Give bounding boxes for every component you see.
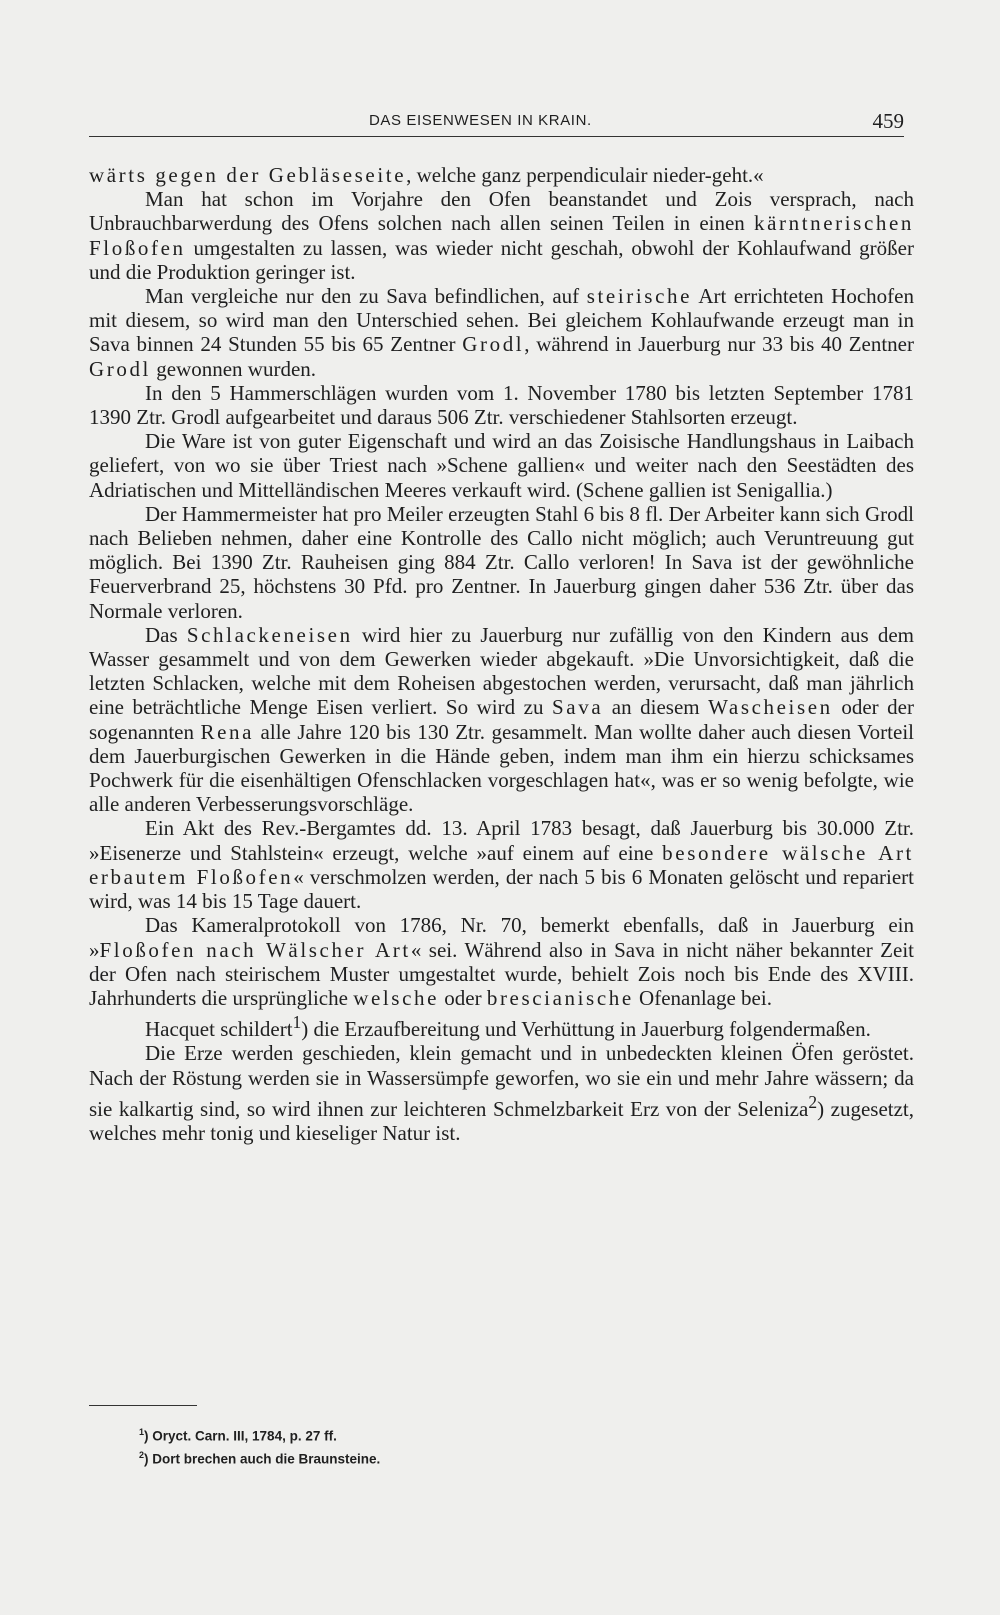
footnote-2 xyxy=(139,1446,739,1469)
spaced-emphasis: Grodl xyxy=(89,356,151,381)
paragraph-7 xyxy=(89,623,914,817)
text-run: Man vergleiche nur den zu Sava befindlichen, auf xyxy=(145,284,587,309)
text-run: Hacquet schildert xyxy=(145,1017,293,1042)
text-run: « sei. Während also in Sava in nicht näher bekannter Zeit der Ofen nach steirischem Muster umgestaltet wurde, behielt Zois noch bis Ende des XVIII. Jahrhunderts die ursprüngliche xyxy=(89,937,915,1010)
text-run: Das Kameralprotokoll von 1786, Nr. 70, bemerkt ebenfalls, daß in Jauerburg ein » xyxy=(89,913,914,962)
text-run: ) die Erzaufbereitung und Verhüttung in Jauerburg folgendermaßen. xyxy=(301,1017,871,1042)
spaced-emphasis: Floßofen nach Wälscher Art xyxy=(99,937,411,962)
spaced-emphasis: besondere wälsche Art erbautem Floßofen xyxy=(89,840,914,889)
footnote-rule xyxy=(89,1405,197,1406)
spaced-emphasis: Wascheisen xyxy=(708,695,833,720)
running-title: DAS EISENWESEN IN KRAIN. xyxy=(369,112,592,129)
text-run: « verschmolzen werden, der nach 5 bis 6 Monaten gelöscht und repariert wird, was 14 bis 15 Tage dauert. xyxy=(89,864,915,914)
footnote-mark: 2 xyxy=(139,1449,145,1460)
paragraph-8 xyxy=(89,816,914,913)
paragraph-3 xyxy=(89,284,914,381)
text-run: Man hat schon im Vorjahre den Ofen beanstandet und Zois versprach, nach Unbrauchbarwerdung des Ofens solchen nach allen seinen Teilen in einen xyxy=(89,187,914,236)
spaced-emphasis: brescianische xyxy=(486,985,634,1010)
spaced-emphasis: Rena xyxy=(200,719,255,744)
paragraph-2 xyxy=(89,187,914,284)
text-run: Ofenanlage bei. xyxy=(633,985,772,1010)
page-header xyxy=(89,109,904,142)
footnote-1 xyxy=(139,1423,739,1446)
text-run: Die Erze werden geschieden, klein gemacht und in unbedeckten kleinen Öfen geröstet. Nach der Röstung werden sie in Wassersümpfe geworfen, wo sie ein und mehr Jahre wässern; da sie kalkartig sind, so wird ihnen zur leichteren Schmelzbarkeit Erz von der Seleniza xyxy=(89,1041,914,1121)
text-run: Ein Akt des Rev.-Bergamtes dd. 13. April 1783 besagt, daß Jauerburg bis 30.000 Ztr. »Eisenerze und Stahlstein« erzeugt, welche »auf einem auf eine xyxy=(89,816,914,865)
text-run: an diesem xyxy=(603,695,709,720)
paragraph-4: In den 5 Hammerschlägen wurden vom 1. November 1780 bis letzten September 1781 1390 Ztr. Grodl aufgearbeitet und daraus 506 Ztr. verschiedener Stahlsorten erzeugt. xyxy=(89,380,914,430)
paragraph-6: Der Hammermeister hat pro Meiler erzeugten Stahl 6 bis 8 fl. Der Arbeiter kann sich Grodl nach Belieben nehmen, daher eine Kontrolle des Callo nicht möglich; auch Veruntreuung gut möglich. Bei 1390 Ztr. Rauheisen ging 884 Ztr. Callo verloren! In Sava ist der gewöhnliche Feuerverbrand 25, höchstens 30 Pfd. pro Zentner. In Jauerburg gingen daher 536 Ztr. über das Normale verloren. xyxy=(89,501,914,623)
text-run: umgestalten zu lassen, was wieder nicht geschah, obwohl der Kohlaufwand größer und die Produktion geringer ist. xyxy=(89,235,914,284)
text-run: Art errichteten Hochofen mit diesem, so wird man den Unterschied sehen. Bei gleichem Kohlaufwande erzeugt man in Sava binnen 24 Stunden 55 bis 65 Zentner xyxy=(89,284,914,357)
spaced-emphasis: Schlackeneisen xyxy=(186,622,353,647)
footnotes xyxy=(139,1423,739,1468)
spaced-emphasis: kärntnerischen Floßofen xyxy=(89,211,914,260)
paragraph-9 xyxy=(89,913,914,1010)
footnote-ref[interactable]: 1 xyxy=(292,1012,302,1033)
text-run: , während in Jauerburg nur 33 bis 40 Zentner xyxy=(524,332,914,357)
page-number: 459 xyxy=(872,109,904,133)
paragraph-11 xyxy=(89,1041,914,1145)
footnote-text: ) Oryct. Carn. III, 1784, p. 27 ff. xyxy=(144,1428,337,1444)
text-run: alle Jahre 120 bis 130 Ztr. gesammelt. Man wollte daher auch diesen Vorteil dem Jauerburgischen Gewerken in die Hände geben, indem man ihm ein hierzu schicksames Pochwerk für die eisenhältigen Ofenschlacken vorgeschlagen hat«, was er so wenig befolgte, wie alle anderen Verbesserungsvorschläge. xyxy=(89,719,914,817)
paragraph-1 xyxy=(89,163,914,187)
text-run: , welche ganz perpendiculair nieder-geht.« xyxy=(406,163,764,187)
footnote-text: ) Dort brechen auch die Braunsteine. xyxy=(144,1451,381,1466)
text-run: oder der sogenannten xyxy=(89,695,914,744)
text-run: Das xyxy=(145,622,187,647)
text-run: wird hier zu Jauerburg nur zufällig von den Kindern aus dem Wasser gesammelt und von dem Gewerken wieder abgekauft. »Die Unvorsichtigkeit, daß die letzten Schlacken, welche mit dem Roheisen abgestochen werden, verursacht, daß man jährlich eine beträchtliche Menge Eisen verliert. So wird zu xyxy=(89,622,914,720)
spaced-emphasis: Sava xyxy=(552,695,604,720)
paragraph-5: Die Ware ist von guter Eigenschaft und wird an das Zoisische Handlungshaus in Laibach geliefert, von wo sie über Triest nach »Schene gallien« und weiter nach den Seestädten des Adriatischen und Mittelländischen Meeres verkauft wird. (Schene gallien ist Senigallia.) xyxy=(89,429,914,502)
text-run: oder xyxy=(439,985,487,1010)
text-run: ) zugesetzt, welches mehr tonig und kieseliger Natur ist. xyxy=(89,1096,915,1145)
footnote-mark: 1 xyxy=(139,1427,145,1437)
paragraph-10 xyxy=(89,1010,914,1041)
spaced-emphasis: steirische xyxy=(586,284,693,309)
text-run: gewonnen wurden. xyxy=(151,356,317,381)
spaced-emphasis: Grodl xyxy=(462,332,525,357)
spaced-emphasis: welsche xyxy=(353,985,440,1010)
header-rule xyxy=(89,136,904,137)
spaced-emphasis: wärts gegen der Gebläseseite xyxy=(89,163,407,187)
footnote-ref[interactable]: 2 xyxy=(808,1091,818,1112)
body-text xyxy=(89,163,914,1145)
